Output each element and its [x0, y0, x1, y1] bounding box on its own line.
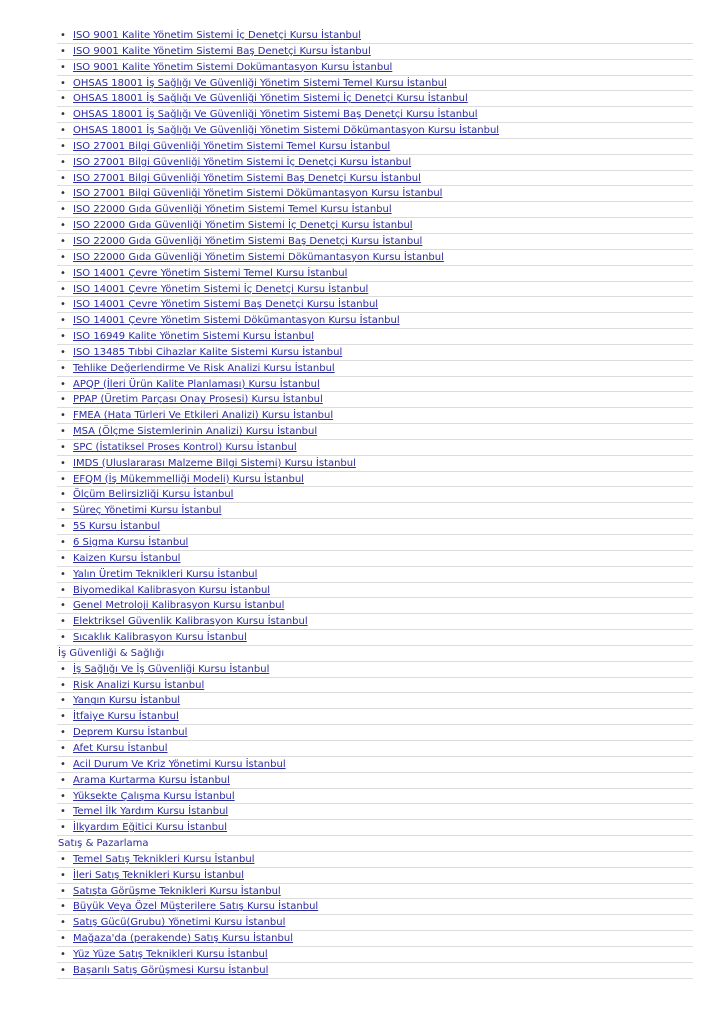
- list-item: [57, 424, 693, 440]
- course-link[interactable]: Yüz Yüze Satış Teknikleri Kursu İstanbul: [73, 948, 268, 960]
- list-item: [57, 915, 693, 931]
- bullet-icon: •: [60, 505, 66, 517]
- bullet-icon: •: [60, 93, 66, 105]
- course-link[interactable]: Deprem Kursu İstanbul: [73, 727, 188, 739]
- course-link[interactable]: Afet Kursu İstanbul: [73, 742, 168, 754]
- bullet-icon: •: [60, 188, 66, 200]
- bullet-icon: •: [60, 156, 66, 168]
- list-item: [57, 503, 693, 519]
- bullet-icon: •: [60, 473, 66, 485]
- bullet-icon: •: [60, 568, 66, 580]
- course-link[interactable]: Satış Gücü(Grubu) Yönetimi Kursu İstanbul: [73, 917, 286, 929]
- bullet-icon: •: [60, 742, 66, 754]
- course-link[interactable]: ISO 14001 Çevre Yönetim Sistemi Temel Kursu İstanbul: [73, 267, 348, 279]
- list-item: [57, 899, 693, 915]
- bullet-icon: •: [60, 790, 66, 802]
- course-link[interactable]: ISO 22000 Gıda Güvenliği Yönetim Sistemi Dökümantasyon Kursu İstanbul: [73, 251, 444, 263]
- bullet-icon: •: [60, 125, 66, 137]
- bullet-icon: •: [60, 204, 66, 216]
- course-link[interactable]: OHSAS 18001 İş Sağlığı Ve Güvenliği Yönetim Sistemi Temel Kursu İstanbul: [73, 77, 447, 89]
- section-heading: Satış & Pazarlama: [57, 836, 693, 852]
- bullet-icon: •: [60, 774, 66, 786]
- course-link[interactable]: Tehlike Değerlendirme Ve Risk Analizi Kursu İstanbul: [73, 362, 335, 374]
- list-item: [57, 947, 693, 963]
- list-item: [57, 186, 693, 202]
- list-item: [57, 107, 693, 123]
- list-item: [57, 171, 693, 187]
- list-item: [57, 91, 693, 107]
- list-item: [57, 218, 693, 234]
- bullet-icon: •: [60, 917, 66, 929]
- list-item: [57, 757, 693, 773]
- list-item: [57, 709, 693, 725]
- bullet-icon: •: [60, 711, 66, 723]
- bullet-icon: •: [60, 251, 66, 263]
- bullet-icon: •: [60, 140, 66, 152]
- course-link[interactable]: Risk Analizi Kursu İstanbul: [73, 679, 205, 691]
- bullet-icon: •: [60, 457, 66, 469]
- course-link[interactable]: 6 Sigma Kursu İstanbul: [73, 537, 189, 548]
- bullet-icon: •: [60, 853, 66, 865]
- list-item: [57, 345, 693, 361]
- bullet-icon: •: [60, 948, 66, 960]
- list-item: [57, 773, 693, 789]
- course-link[interactable]: İlkyardım Eğitici Kursu İstanbul: [73, 822, 228, 834]
- course-link[interactable]: Satışta Görüşme Teknikleri Kursu İstanbul: [73, 885, 281, 897]
- list-item: [57, 28, 693, 44]
- course-link[interactable]: Sıcaklık Kalibrasyon Kursu İstanbul: [73, 632, 247, 644]
- list-item: [57, 678, 693, 694]
- bullet-icon: •: [60, 901, 66, 913]
- bullet-icon: •: [60, 283, 66, 295]
- list-item: [57, 804, 693, 820]
- list-item: [57, 44, 693, 60]
- course-link[interactable]: Yüksekte Çalışma Kursu İstanbul: [73, 790, 235, 802]
- course-link[interactable]: İleri Satış Teknikleri Kursu İstanbul: [73, 869, 245, 881]
- course-link[interactable]: ISO 27001 Bilgi Güvenliği Yönetim Sistemi Temel Kursu İstanbul: [73, 140, 391, 152]
- course-link[interactable]: ISO 9001 Kalite Yönetim Sistemi Baş Denetçi Kursu İstanbul: [73, 45, 371, 57]
- bullet-icon: •: [60, 885, 66, 897]
- bullet-icon: •: [60, 45, 66, 57]
- bullet-icon: •: [60, 378, 66, 390]
- course-link[interactable]: Arama Kurtarma Kursu İstanbul: [73, 774, 230, 786]
- list-item: [57, 440, 693, 456]
- bullet-icon: •: [60, 220, 66, 232]
- list-item: [57, 250, 693, 266]
- list-item: [57, 377, 693, 393]
- bullet-icon: •: [60, 584, 66, 596]
- list-item: [57, 741, 693, 757]
- bullet-icon: •: [60, 964, 66, 976]
- bullet-icon: •: [60, 61, 66, 73]
- bullet-icon: •: [60, 331, 66, 343]
- course-link[interactable]: Acil Durum Ve Kriz Yönetimi Kursu İstanbul: [73, 758, 286, 770]
- course-link[interactable]: ISO 27001 Bilgi Güvenliği Yönetim Sistemi Baş Denetçi Kursu İstanbul: [73, 172, 421, 184]
- bullet-icon: •: [60, 77, 66, 89]
- bullet-icon: •: [60, 346, 66, 358]
- course-link[interactable]: MSA (Ölçme Sistemlerinin Analizi) Kursu İstanbul: [73, 426, 318, 438]
- list-item: [57, 456, 693, 472]
- course-link[interactable]: SPC (İstatiksel Proses Kontrol) Kursu İstanbul: [73, 441, 297, 453]
- course-link[interactable]: IMDS (Uluslararası Malzeme Bilgi Sistemi) Kursu İstanbul: [73, 457, 356, 469]
- course-link[interactable]: İş Sağlığı Ve İş Güvenliği Kursu İstanbul: [73, 663, 270, 675]
- course-link[interactable]: Ölçüm Belirsizliği Kursu İstanbul: [73, 489, 234, 501]
- course-link[interactable]: APQP (İleri Ürün Kalite Planlaması) Kursu İstanbul: [73, 378, 320, 390]
- bullet-icon: •: [60, 172, 66, 184]
- course-link[interactable]: ISO 13485 Tıbbi Cihazlar Kalite Sistemi Kursu İstanbul: [73, 346, 343, 358]
- list-item: [57, 583, 693, 599]
- bullet-icon: •: [60, 521, 66, 533]
- course-link[interactable]: ISO 22000 Gıda Güvenliği Yönetim Sistemi Temel Kursu İstanbul: [73, 204, 392, 216]
- list-item: [57, 519, 693, 535]
- list-item: [57, 725, 693, 741]
- bullet-icon: •: [60, 616, 66, 628]
- list-item: [57, 963, 693, 979]
- list-item: [57, 598, 693, 614]
- list-item: [57, 535, 693, 551]
- list-item: [57, 234, 693, 250]
- list-item: [57, 693, 693, 709]
- course-link[interactable]: ISO 27001 Bilgi Güvenliği Yönetim Sistemi Dökümantasyon Kursu İstanbul: [73, 188, 443, 200]
- list-item: [57, 852, 693, 868]
- bullet-icon: •: [60, 663, 66, 675]
- bullet-icon: •: [60, 933, 66, 945]
- bullet-icon: •: [60, 806, 66, 818]
- list-item: [57, 662, 693, 678]
- list-item: [57, 614, 693, 630]
- course-link[interactable]: Başarılı Satış Görüşmesi Kursu İstanbul: [73, 964, 269, 976]
- course-link[interactable]: ISO 14001 Çevre Yönetim Sistemi Dökümantasyon Kursu İstanbul: [73, 315, 400, 327]
- course-link[interactable]: ISO 14001 Çevre Yönetim Sistemi İç Denetçi Kursu İstanbul: [73, 283, 369, 295]
- bullet-icon: •: [60, 600, 66, 612]
- course-link[interactable]: Yangın Kursu İstanbul: [73, 695, 181, 707]
- list-item: [57, 789, 693, 805]
- course-link[interactable]: Genel Metroloji Kalibrasyon Kursu İstanbul: [73, 600, 285, 612]
- course-link[interactable]: ISO 27001 Bilgi Güvenliği Yönetim Sistemi İç Denetçi Kursu İstanbul: [73, 156, 412, 168]
- list-item: [57, 884, 693, 900]
- course-link[interactable]: OHSAS 18001 İş Sağlığı Ve Güvenliği Yönetim Sistemi Dökümantasyon Kursu İstanbul: [73, 125, 500, 137]
- course-link[interactable]: Büyük Veya Özel Müşterilere Satış Kursu İstanbul: [73, 901, 319, 913]
- list-item: [57, 630, 693, 646]
- course-list: [57, 28, 693, 979]
- course-link[interactable]: FMEA (Hata Türleri Ve Etkileri Analizi) Kursu İstanbul: [73, 410, 334, 422]
- bullet-icon: •: [60, 758, 66, 770]
- course-link[interactable]: ISO 9001 Kalite Yönetim Sistemi İç Denetçi Kursu İstanbul: [73, 30, 361, 41]
- list-item: [57, 266, 693, 282]
- course-link[interactable]: ISO 16949 Kalite Yönetim Sistemi Kursu İstanbul: [73, 331, 315, 343]
- bullet-icon: •: [60, 235, 66, 247]
- course-link[interactable]: İtfaiye Kursu İstanbul: [73, 711, 179, 723]
- bullet-icon: •: [60, 410, 66, 422]
- list-item: [57, 123, 693, 139]
- course-link[interactable]: PPAP (Üretim Parçası Onay Prosesi) Kursu İstanbul: [73, 394, 323, 406]
- course-link[interactable]: Mağaza'da (perakende) Satış Kursu İstanbul: [73, 933, 293, 945]
- course-link[interactable]: ISO 22000 Gıda Güvenliği Yönetim Sistemi İç Denetçi Kursu İstanbul: [73, 220, 413, 232]
- course-link[interactable]: Biyomedikal Kalibrasyon Kursu İstanbul: [73, 584, 271, 596]
- section-heading: İş Güvenliği & Sağlığı: [57, 646, 693, 662]
- list-item: [57, 472, 693, 488]
- list-item: [57, 567, 693, 583]
- bullet-icon: •: [60, 362, 66, 374]
- list-item: [57, 868, 693, 884]
- bullet-icon: •: [60, 727, 66, 739]
- bullet-icon: •: [60, 267, 66, 279]
- list-item: [57, 60, 693, 76]
- course-link[interactable]: ISO 22000 Gıda Güvenliği Yönetim Sistemi Baş Denetçi Kursu İstanbul: [73, 235, 423, 247]
- bullet-icon: •: [60, 632, 66, 644]
- course-link[interactable]: Kaizen Kursu İstanbul: [73, 552, 181, 564]
- list-item: [57, 282, 693, 298]
- list-item: [57, 155, 693, 171]
- bullet-icon: •: [60, 552, 66, 564]
- bullet-icon: •: [60, 822, 66, 834]
- bullet-icon: •: [60, 441, 66, 453]
- list-item: [57, 202, 693, 218]
- bullet-icon: •: [60, 537, 66, 548]
- bullet-icon: •: [60, 489, 66, 501]
- list-item: [57, 820, 693, 836]
- list-item: [57, 297, 693, 313]
- bullet-icon: •: [60, 315, 66, 327]
- course-link[interactable]: Yalın Üretim Teknikleri Kursu İstanbul: [73, 568, 258, 580]
- list-item: [57, 329, 693, 345]
- bullet-icon: •: [60, 30, 66, 41]
- list-item: [57, 361, 693, 377]
- course-link[interactable]: 5S Kursu İstanbul: [73, 521, 161, 533]
- bullet-icon: •: [60, 695, 66, 707]
- course-link[interactable]: Temel İlk Yardım Kursu İstanbul: [73, 806, 229, 818]
- bullet-icon: •: [60, 426, 66, 438]
- list-item: [57, 931, 693, 947]
- bullet-icon: •: [60, 869, 66, 881]
- bullet-icon: •: [60, 109, 66, 121]
- bullet-icon: •: [60, 679, 66, 691]
- list-item: [57, 487, 693, 503]
- course-link[interactable]: OHSAS 18001 İş Sağlığı Ve Güvenliği Yönetim Sistemi İç Denetçi Kursu İstanbul: [73, 93, 468, 105]
- bullet-icon: •: [60, 299, 66, 311]
- list-item: [57, 551, 693, 567]
- list-item: [57, 392, 693, 408]
- course-link[interactable]: EFQM (İş Mükemmelliği Modeli) Kursu İstanbul: [73, 473, 304, 485]
- list-item: [57, 313, 693, 329]
- course-link[interactable]: ISO 14001 Çevre Yönetim Sistemi Baş Denetçi Kursu İstanbul: [73, 299, 379, 311]
- list-item: [57, 76, 693, 92]
- course-link[interactable]: Süreç Yönetimi Kursu İstanbul: [73, 505, 222, 517]
- list-item: [57, 408, 693, 424]
- course-link[interactable]: Elektriksel Güvenlik Kalibrasyon Kursu İstanbul: [73, 616, 308, 628]
- course-link[interactable]: OHSAS 18001 İş Sağlığı Ve Güvenliği Yönetim Sistemi Baş Denetçi Kursu İstanbul: [73, 109, 478, 121]
- bullet-icon: •: [60, 394, 66, 406]
- course-link[interactable]: ISO 9001 Kalite Yönetim Sistemi Dokümantasyon Kursu İstanbul: [73, 61, 393, 73]
- list-item: [57, 139, 693, 155]
- course-link[interactable]: Temel Satış Teknikleri Kursu İstanbul: [73, 853, 255, 865]
